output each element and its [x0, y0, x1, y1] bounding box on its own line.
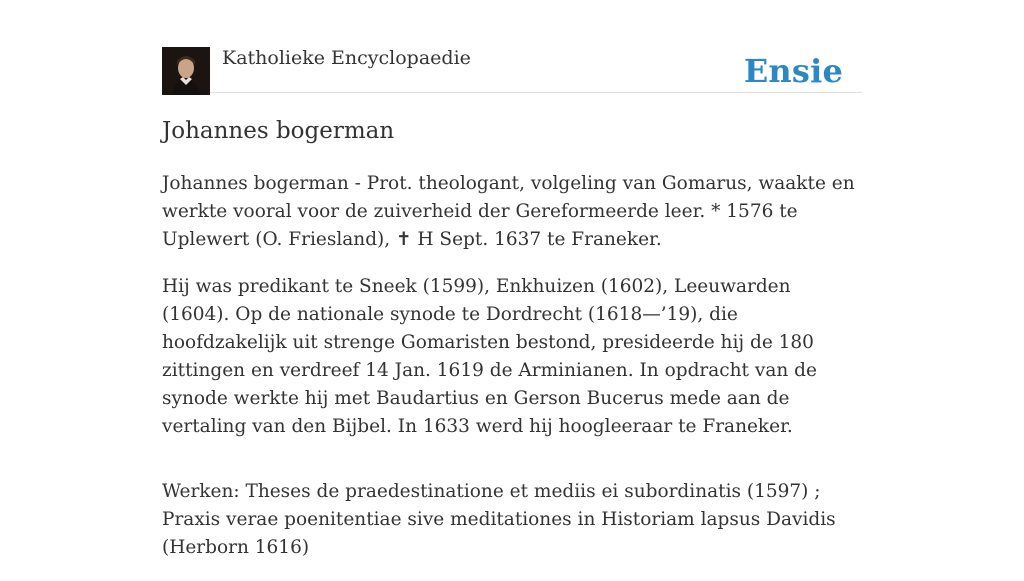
source-title[interactable]: Katholieke Encyclopaedie	[222, 47, 471, 69]
article-paragraph-biography: Hij was predikant te Sneek (1599), Enkhuizen (1602), Leeuwarden (1604). Op de nationale synode te Dordrecht (1618—’19), die hoofdzakelijk uit strenge Gomaristen bestond, presideerde hij de 180 zittingen en verdreef 14 Jan. 1619 de Arminianen. In opdracht van de synode werkte hij met Baudartius en Gerson Bucerus mede aan de vertaling van den Bijbel. In 1633 werd hij hoogleeraar te Franeker.	[162, 276, 817, 437]
ensie-logo[interactable]: Ensie	[743, 52, 843, 90]
source-avatar[interactable]	[162, 47, 210, 95]
article-paragraph-works: Werken: Theses de praedestinatione et mediis ei subordinatis (1597) ; Praxis verae poenitentiae sive meditationes in Historiam lapsus Davidis (Herborn 1616)	[162, 481, 836, 558]
article-title: Johannes bogerman	[162, 118, 395, 144]
site-header	[162, 46, 862, 93]
paragraph-spacer	[162, 460, 862, 478]
article-paragraph-intro: Johannes bogerman - Prot. theologant, volgeling van Gomarus, waakte en werkte vooral voor de zuiverheid der Gereformeerde leer. * 1576 te Uplewert (O. Friesland), ✝ H Sept. 1637 te Franeker.	[162, 173, 855, 250]
article	[162, 116, 862, 581]
portrait-icon	[162, 47, 210, 95]
